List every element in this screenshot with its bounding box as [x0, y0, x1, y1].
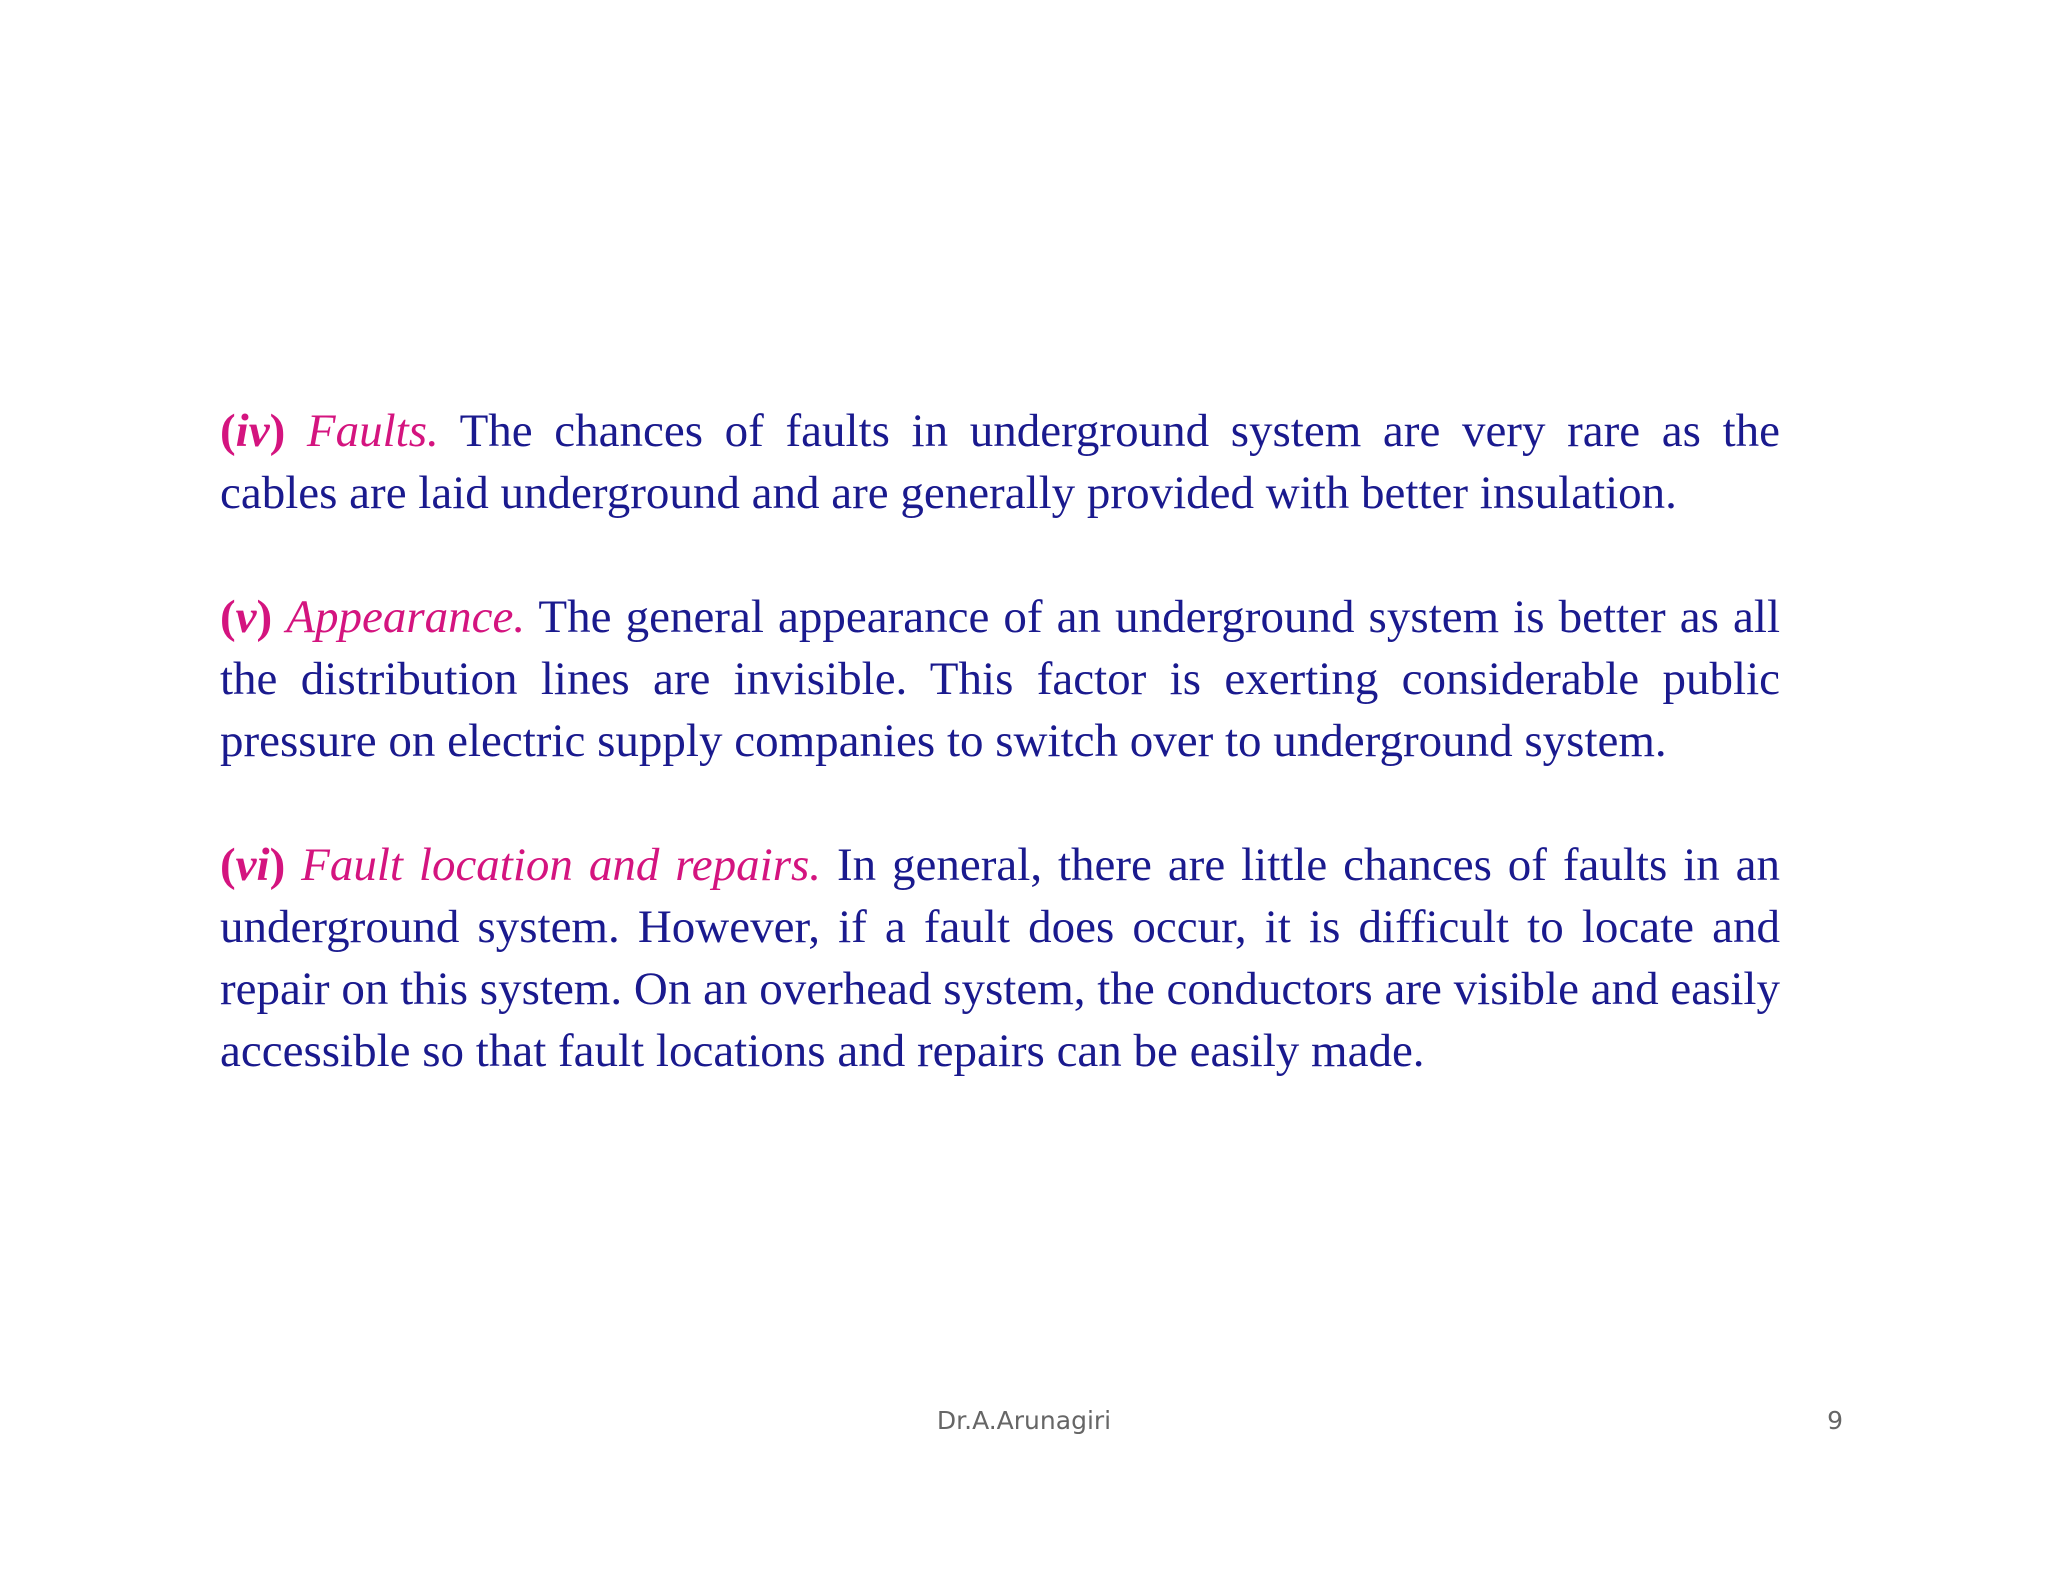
- slide-content: [220, 400, 1780, 1144]
- paragraph-fault-location: [220, 834, 1780, 1082]
- item-body: The chances of faults in underground system are very rare as the cables are laid underground and are generally provided with better insulation.: [220, 405, 1781, 519]
- numeral-text: vi: [235, 839, 270, 891]
- item-heading: Faults.: [306, 405, 439, 457]
- item-numeral: (vi): [220, 839, 286, 891]
- paragraph-appearance: [220, 586, 1780, 772]
- footer-author: Dr.A.Arunagiri: [936, 1406, 1112, 1435]
- numeral-text: v: [235, 591, 257, 643]
- paragraph-faults: [220, 400, 1780, 524]
- item-body: The general appearance of an underground system is better as all the distribution lines are invisible. This factor is exerting considerable public pressure on electric supply companies to switch over to underground system.: [220, 591, 1781, 767]
- item-numeral: (iv): [220, 405, 286, 457]
- item-numeral: (v): [220, 591, 273, 643]
- page-number: 9: [1827, 1406, 1843, 1435]
- item-heading: Fault location and repairs.: [301, 839, 822, 891]
- numeral-text: iv: [235, 405, 270, 457]
- item-body: In general, there are little chances of faults in an underground system. However, if a fault does occur, it is difficult to locate and repair on this system. On an overhead system, the conductors are visible and easily accessible so that fault locations and repairs can be easily made.: [220, 839, 1781, 1077]
- item-heading: Appearance.: [286, 591, 526, 643]
